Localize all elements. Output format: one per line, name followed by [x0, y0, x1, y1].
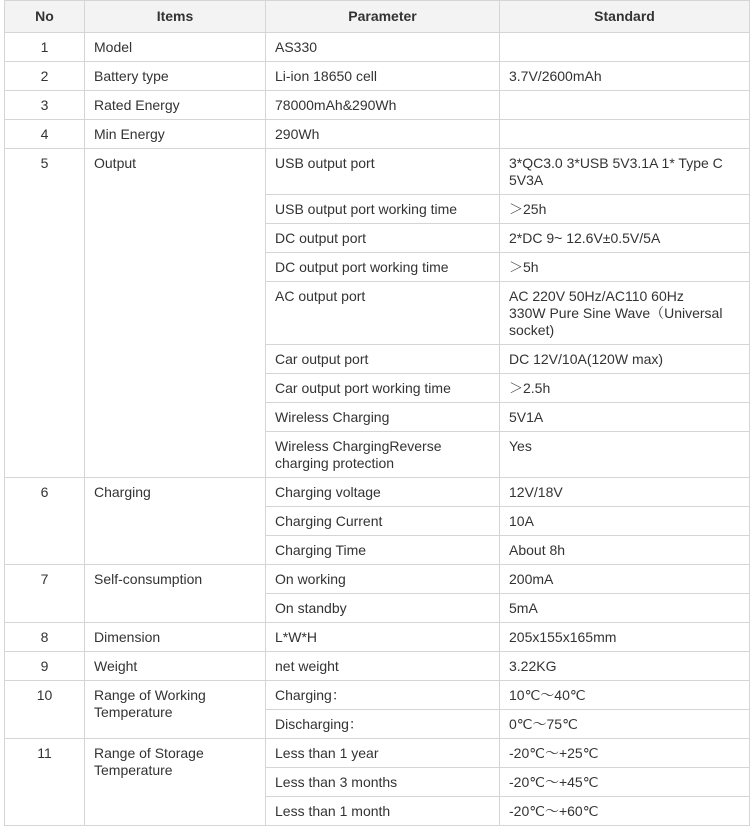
- header-items: Items: [85, 1, 266, 33]
- parameter-cell: Car output port working time: [266, 374, 500, 403]
- row-number: 4: [5, 120, 85, 149]
- item-name: Range of Storage Temperature: [85, 739, 266, 826]
- item-name: Range of Working Temperature: [85, 681, 266, 739]
- item-name: Battery type: [85, 62, 266, 91]
- standard-cell: About 8h: [500, 536, 750, 565]
- table-body: [5, 33, 750, 826]
- header-row: [5, 1, 750, 33]
- standard-cell: [500, 120, 750, 149]
- row-number: 9: [5, 652, 85, 681]
- parameter-cell: USB output port working time: [266, 195, 500, 224]
- row-number: 2: [5, 62, 85, 91]
- standard-cell: ＞5h: [500, 253, 750, 282]
- header-standard: Standard: [500, 1, 750, 33]
- parameter-cell: DC output port working time: [266, 253, 500, 282]
- parameter-cell: USB output port: [266, 149, 500, 195]
- standard-cell: 205x155x165mm: [500, 623, 750, 652]
- parameter-cell: Less than 3 months: [266, 768, 500, 797]
- table-row: [5, 623, 750, 652]
- standard-cell: -20℃～+60℃: [500, 797, 750, 826]
- standard-cell: 10A: [500, 507, 750, 536]
- standard-cell: Yes: [500, 432, 750, 478]
- standard-cell: 3.7V/2600mAh: [500, 62, 750, 91]
- standard-cell: 5mA: [500, 594, 750, 623]
- standard-cell: ＞25h: [500, 195, 750, 224]
- row-number: 8: [5, 623, 85, 652]
- standard-cell: 3.22KG: [500, 652, 750, 681]
- standard-cell: 10℃～40℃: [500, 681, 750, 710]
- parameter-cell: Charging：: [266, 681, 500, 710]
- parameter-cell: AS330: [266, 33, 500, 62]
- standard-cell: ＞2.5h: [500, 374, 750, 403]
- parameter-cell: Charging Time: [266, 536, 500, 565]
- table-row: [5, 149, 750, 195]
- standard-cell: -20℃～+45℃: [500, 768, 750, 797]
- standard-cell: 3*QC3.0 3*USB 5V3.1A 1* Type C 5V3A: [500, 149, 750, 195]
- table-row: [5, 565, 750, 594]
- spec-table: [4, 0, 750, 826]
- table-header: [5, 1, 750, 33]
- row-number: 11: [5, 739, 85, 826]
- table-row: [5, 739, 750, 768]
- item-name: Self-consumption: [85, 565, 266, 623]
- row-number: 7: [5, 565, 85, 623]
- table-row: [5, 91, 750, 120]
- parameter-cell: Li-ion 18650 cell: [266, 62, 500, 91]
- parameter-cell: On working: [266, 565, 500, 594]
- row-number: 1: [5, 33, 85, 62]
- table-row: [5, 681, 750, 710]
- parameter-cell: Discharging：: [266, 710, 500, 739]
- standard-cell: AC 220V 50Hz/AC110 60Hz 330W Pure Sine Wave（Universal socket): [500, 282, 750, 345]
- standard-cell: -20℃～+25℃: [500, 739, 750, 768]
- parameter-cell: 78000mAh&290Wh: [266, 91, 500, 120]
- table-row: [5, 62, 750, 91]
- standard-cell: 5V1A: [500, 403, 750, 432]
- standard-cell: 12V/18V: [500, 478, 750, 507]
- table-row: [5, 33, 750, 62]
- standard-cell: DC 12V/10A(120W max): [500, 345, 750, 374]
- item-name: Model: [85, 33, 266, 62]
- parameter-cell: Charging voltage: [266, 478, 500, 507]
- item-name: Output: [85, 149, 266, 478]
- table-row: [5, 652, 750, 681]
- row-number: 6: [5, 478, 85, 565]
- header-no: No: [5, 1, 85, 33]
- standard-cell: [500, 33, 750, 62]
- parameter-cell: Wireless Charging: [266, 403, 500, 432]
- parameter-cell: L*W*H: [266, 623, 500, 652]
- parameter-cell: AC output port: [266, 282, 500, 345]
- parameter-cell: Wireless ChargingReverse charging protection: [266, 432, 500, 478]
- standard-cell: 200mA: [500, 565, 750, 594]
- parameter-cell: Less than 1 year: [266, 739, 500, 768]
- standard-cell: 2*DC 9~ 12.6V±0.5V/5A: [500, 224, 750, 253]
- row-number: 5: [5, 149, 85, 478]
- item-name: Weight: [85, 652, 266, 681]
- table-row: [5, 120, 750, 149]
- parameter-cell: On standby: [266, 594, 500, 623]
- parameter-cell: Charging Current: [266, 507, 500, 536]
- item-name: Charging: [85, 478, 266, 565]
- parameter-cell: 290Wh: [266, 120, 500, 149]
- header-parameter: Parameter: [266, 1, 500, 33]
- parameter-cell: Car output port: [266, 345, 500, 374]
- item-name: Rated Energy: [85, 91, 266, 120]
- item-name: Dimension: [85, 623, 266, 652]
- parameter-cell: Less than 1 month: [266, 797, 500, 826]
- standard-cell: 0℃～75℃: [500, 710, 750, 739]
- parameter-cell: DC output port: [266, 224, 500, 253]
- standard-cell: [500, 91, 750, 120]
- item-name: Min Energy: [85, 120, 266, 149]
- table-row: [5, 478, 750, 507]
- row-number: 3: [5, 91, 85, 120]
- row-number: 10: [5, 681, 85, 739]
- parameter-cell: net weight: [266, 652, 500, 681]
